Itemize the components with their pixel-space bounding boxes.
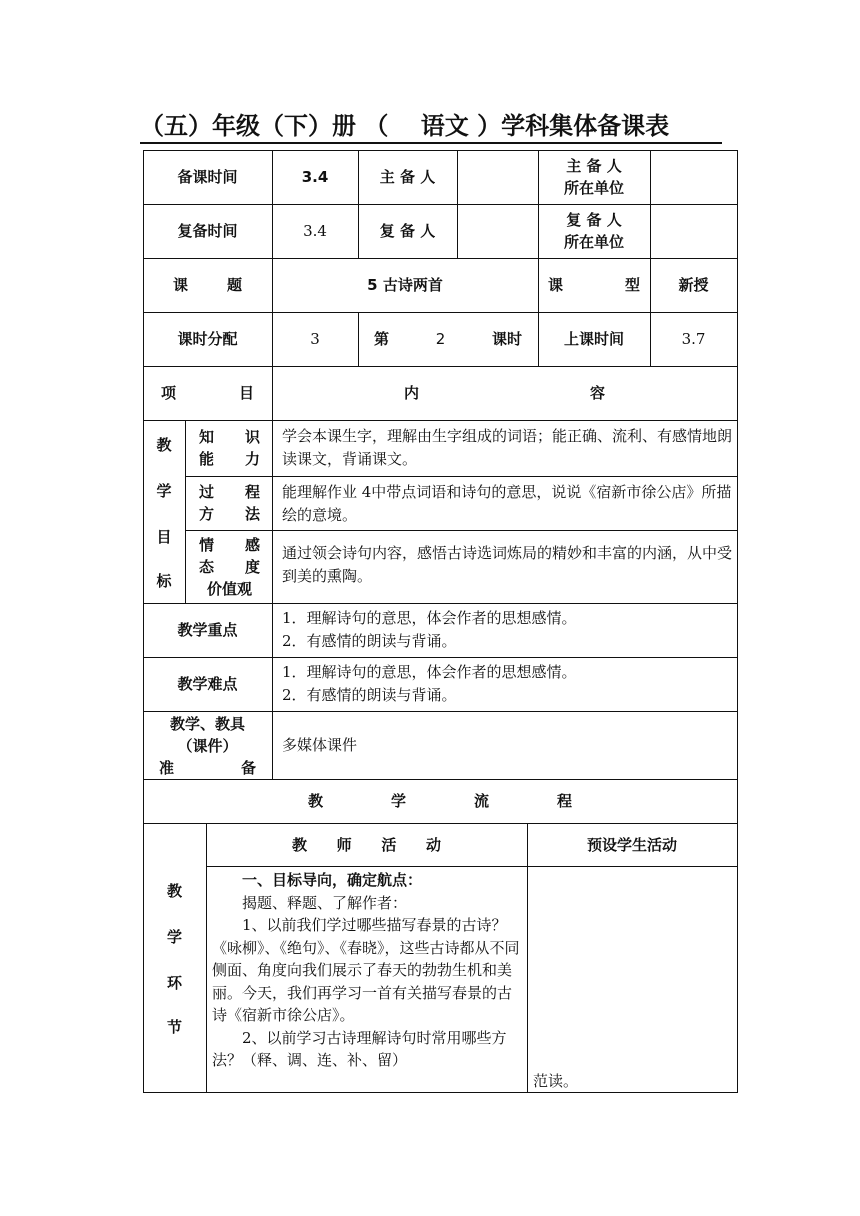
difficulty-line: 2．有感情的朗读与背诵。	[282, 686, 457, 704]
page-title: （五）年级（下）册 （ 语文 ）学科集体备课表	[140, 112, 670, 140]
section-char: 节	[166, 1018, 182, 1036]
goals-group-label	[143, 420, 185, 603]
topic-label-a: 课	[173, 276, 189, 294]
item-header	[143, 366, 272, 420]
flow-section-label	[143, 823, 206, 1092]
periods-value: 3	[310, 330, 320, 348]
lead-unit-label	[538, 150, 650, 204]
period-nth-a: 第	[374, 330, 390, 348]
teacher-line: 1、以前我们学过哪些描写春景的古诗？《咏柳》、《绝句》、《春晓》，这些古诗都从不同侧面、角度向我们展示了春天的勃勃生机和美丽。今天，我们再学习一首有关描写春景的古诗《宿新市徐公店》。	[212, 916, 520, 1024]
emotion-text: 通过领会诗句内容，感悟古诗选词炼局的精妙和丰富的内涵，从中受到美的熏陶。	[282, 544, 733, 585]
table-border-bottom	[143, 1092, 738, 1093]
key-point-line: 2．有感情的朗读与背诵。	[282, 632, 457, 650]
difficulties-text	[282, 661, 732, 709]
flow-title: 教 学 流 程	[308, 792, 572, 810]
reviewer-unit-label-line2: 所在单位	[563, 233, 624, 251]
key-points-label: 教学重点	[177, 621, 238, 639]
topic-value: 5 古诗两首	[367, 276, 443, 294]
key-points-text	[282, 607, 732, 655]
period-nth-c: 课时	[491, 330, 522, 348]
teacher-line: 揭题、释题、了解作者：	[242, 893, 408, 912]
content-header	[272, 366, 737, 420]
period-nth-b: 2	[435, 330, 446, 348]
tools-label: 教学、教具 （课件） 准 备	[159, 715, 256, 777]
prep-time-label: 备课时间	[177, 168, 238, 186]
goals-char: 学	[156, 482, 172, 500]
lesson-type-label-b: 型	[624, 276, 640, 294]
reviewer-unit-value	[650, 204, 737, 258]
difficulties-label: 教学难点	[177, 675, 238, 693]
section-char: 学	[166, 928, 182, 946]
student-activity-content: 范读。	[533, 1072, 579, 1090]
topic-label-b: 题	[226, 276, 242, 294]
knowledge-text: 学会本课生字，理解由生字组成的词语；能正确、流利、有感情地朗读课文，背诵课文。	[282, 427, 733, 468]
content-header-a: 内	[404, 384, 420, 402]
lead-preparer-label: 主 备 人	[379, 168, 436, 186]
emotion-label: 情 感 态 度 价值观	[199, 536, 260, 598]
knowledge-label: 知 识 能 力	[199, 428, 260, 468]
tools-value: 多媒体课件	[282, 735, 358, 754]
goals-char: 标	[156, 572, 172, 590]
lead-preparer-value	[457, 150, 538, 204]
lesson-type-value: 新授	[678, 276, 709, 294]
class-time-value: 3.7	[681, 330, 706, 348]
lead-unit-value	[650, 150, 737, 204]
process-text: 能理解作业 4中带点词语和诗句的意思，说说《宿新市徐公店》所描绘的意境。	[282, 483, 732, 524]
process-label: 过 程 方 法	[199, 483, 260, 523]
prep-time-value: 3.4	[301, 168, 329, 186]
class-time-label: 上课时间	[563, 330, 624, 348]
table-border-right	[737, 150, 738, 1093]
teacher-activity-header: 教 师 活 动	[292, 835, 441, 854]
lesson-type-label	[538, 258, 650, 312]
section-char: 环	[166, 974, 182, 992]
lead-unit-label-line2: 所在单位	[563, 179, 624, 197]
teacher-line: 一、目标导向，确定航点：	[242, 871, 423, 889]
row-line	[206, 866, 738, 867]
lesson-type-label-a: 课	[548, 276, 564, 294]
topic-label	[143, 258, 272, 312]
difficulty-line: 1．理解诗句的意思，体会作者的思想感情。	[282, 663, 577, 681]
content-header-b: 容	[589, 384, 605, 402]
key-point-line: 1．理解诗句的意思，体会作者的思想感情。	[282, 609, 577, 627]
student-activity-header: 预设学生活动	[586, 835, 677, 854]
reviewer-unit-label-line1: 复 备 人	[566, 211, 622, 229]
review-time-value: 3.4	[303, 222, 327, 240]
item-header-b: 目	[238, 384, 254, 402]
teacher-line: 2、以前学习古诗理解诗句时常用哪些方法？（释、调、连、补、留）	[212, 1028, 507, 1069]
period-number	[358, 312, 538, 366]
reviewer-unit-label	[538, 204, 650, 258]
goals-char: 教	[156, 436, 172, 454]
teacher-activity-content	[212, 869, 522, 1091]
section-char: 教	[166, 882, 182, 900]
review-time-label: 复备时间	[177, 222, 238, 240]
reviewer-label: 复 备 人	[379, 222, 436, 240]
item-header-a: 项	[161, 384, 177, 402]
goals-char: 目	[156, 528, 172, 546]
lead-unit-label-line1: 主 备 人	[566, 157, 622, 175]
title-underline	[140, 142, 722, 144]
reviewer-value	[457, 204, 538, 258]
periods-label: 课时分配	[177, 330, 238, 348]
